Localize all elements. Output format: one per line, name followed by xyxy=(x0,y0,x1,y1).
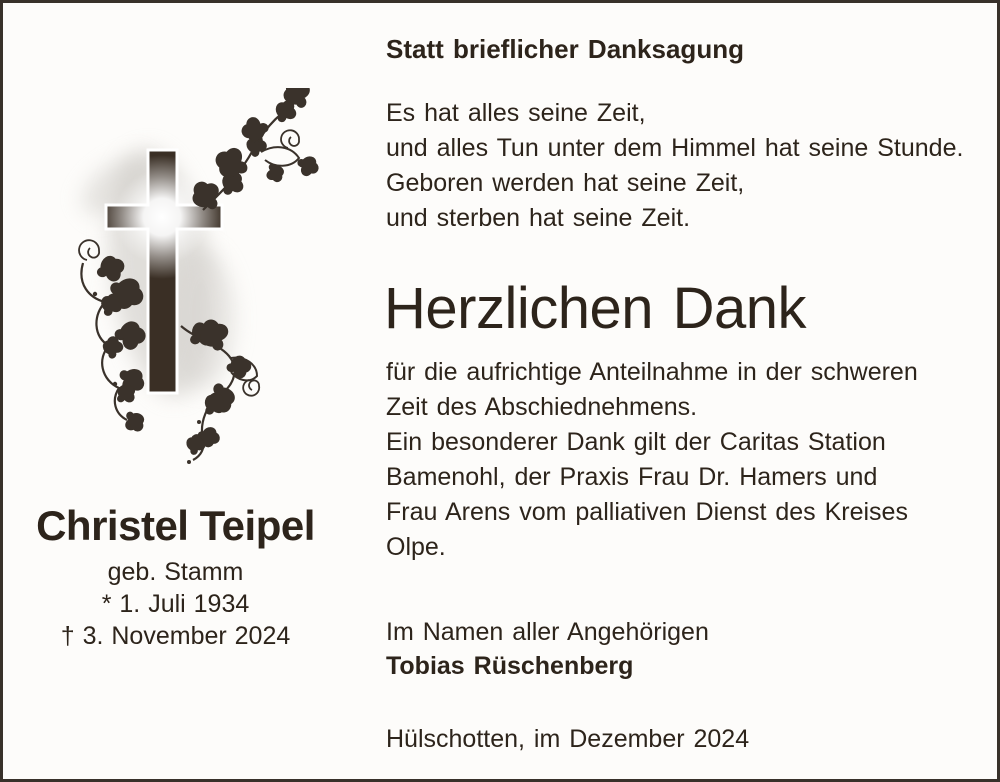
thanks-line: Ein besonderer Dank gilt der Caritas Station xyxy=(386,428,886,456)
birth-date: * 1. Juli 1934 xyxy=(101,590,250,618)
thanks-line: für die aufrichtige Anteilnahme in der schweren xyxy=(386,358,918,386)
cross-ivy-image xyxy=(53,88,323,473)
poem-line: Geboren werden hat seine Zeit, xyxy=(386,169,745,197)
poem xyxy=(386,96,963,236)
deceased-name: Christel Teipel xyxy=(36,502,315,549)
ivy-vine-bottom-right xyxy=(181,316,259,464)
ivy-vine-top-right xyxy=(187,88,322,215)
death-date: † 3. November 2024 xyxy=(60,622,291,650)
poem-line: und sterben hat seine Zeit. xyxy=(386,204,691,232)
main-heading: Herzlichen Dank xyxy=(384,276,807,341)
signature-block xyxy=(386,615,709,683)
thanks-text xyxy=(386,355,918,565)
thanks-line: Zeit des Abschiednehmens. xyxy=(386,393,698,421)
signature-name: Tobias Rüschenberg xyxy=(386,652,634,680)
maiden-name: geb. Stamm xyxy=(107,558,244,586)
poem-line: Es hat alles seine Zeit, xyxy=(386,99,646,127)
poem-line: und alles Tun unter dem Himmel hat seine Stunde. xyxy=(386,134,964,162)
thanks-line: Frau Arens vom palliativen Dienst des Kreises xyxy=(386,498,908,526)
thanks-line: Olpe. xyxy=(386,533,446,561)
place-date-line: Hülschotten, im Dezember 2024 xyxy=(386,725,750,753)
notice-header: Statt brieflicher Danksagung xyxy=(386,34,744,64)
deceased-details xyxy=(18,556,333,652)
thanks-line: Bamenohl, der Praxis Frau Dr. Hamers und xyxy=(386,463,878,491)
on-behalf-line: Im Namen aller Angehörigen xyxy=(386,618,709,646)
